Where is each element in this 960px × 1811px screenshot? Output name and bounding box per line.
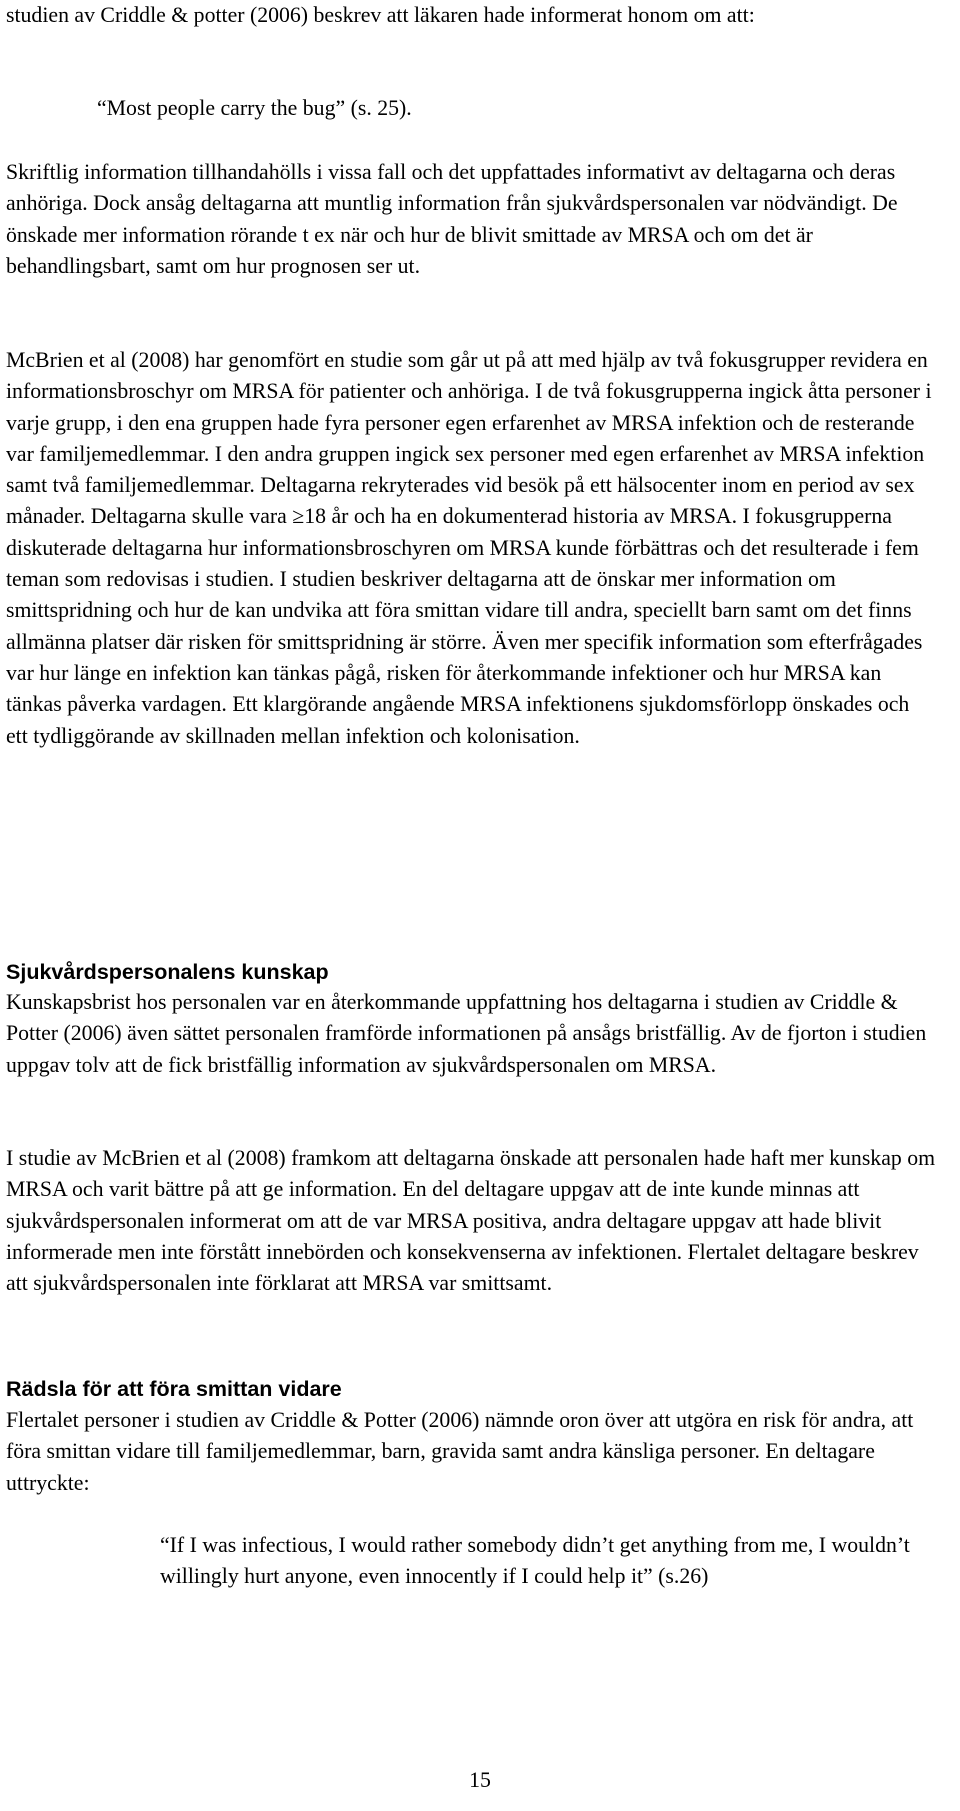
paragraph-1: Skriftlig information tillhandahölls i vissa fall och det uppfattades informativt av deltagarna och deras anhöriga. Dock ansåg deltagarna att muntlig information från sjukvårdspersonalen var nödvändigt. De önskade mer information rörande t ex när och hur de blivit smittade av MRSA och om det är behandlingsbart, samt om hur prognosen ser ut. xyxy=(6,160,898,278)
intro-paragraph: studien av Criddle & potter (2006) beskrev att läkaren hade informerat honom om att: xyxy=(6,3,755,27)
paragraph-3: Kunskapsbrist hos personalen var en återkommande uppfattning hos deltagarna i studien av Criddle & Potter (2006) även sättet personalen framförde informationen på ansågs bristfällig. Av de fjorton i studien uppgav tolv att de fick bristfällig information av sjukvårdspersonalen om MRSA. xyxy=(6,990,927,1077)
section-heading-2: Rädsla för att föra smittan vidare xyxy=(6,1377,342,1401)
page-number: 15 xyxy=(469,1768,491,1792)
quote-block-1: “Most people carry the bug” (s. 25). xyxy=(97,96,412,120)
paragraph-5: Flertalet personer i studien av Criddle & Potter (2006) nämnde oron över att utgöra en risk för andra, att föra smittan vidare till familjemedlemmar, barn, gravida samt andra känsliga personer. En deltagare uttryckte: xyxy=(6,1408,914,1495)
paragraph-2: McBrien et al (2008) har genomfört en studie som går ut på att med hjälp av två fokusgrupper revidera en informationsbroschyr om MRSA för patienter och anhöriga. I de två fokusgrupperna ingick åtta personer i varje grupp, i den ena gruppen hade fyra personer egen erfarenhet av MRSA infektion och de resterande var familjemedlemmar. I den andra gruppen ingick sex personer med egen erfarenhet av MRSA infektion samt två familjemedlemmar. Deltagarna rekryterades vid besök på ett hälsocenter inom en period av sex månader. Deltagarna skulle vara ≥18 år och ha en dokumenterad historia av MRSA. I fokusgrupperna diskuterade deltagarna hur informationsbroschyren om MRSA kunde förbättras och det resulterade i fem teman som redovisas i studien. I studien beskriver deltagarna att de önskar mer information om smittspridning och hur de kan undvika att föra smittan vidare till andra, speciellt barn samt om det finns allmänna platser där risken för smittspridning är större. Även mer specifik information som efterfrågades var hur länge en infektion kan tänkas pågå, risken för återkommande infektioner och hur MRSA kan tänkas påverka vardagen. Ett klargörande angående MRSA infektionens sjukdomsförlopp önskades och ett tydliggörande av skillnaden mellan infektion och kolonisation. xyxy=(6,348,932,748)
section-heading-1: Sjukvårdspersonalens kunskap xyxy=(6,960,329,984)
paragraph-4: I studie av McBrien et al (2008) framkom att deltagarna önskade att personalen hade haft mer kunskap om MRSA och varit bättre på att ge information. En del deltagare uppgav att de inte kunde minnas att sjukvårdspersonalen informerat om att de var MRSA positiva, andra deltagare uppgav att hade blivit informerade men inte förstått innebörden och konsekvenserna av infektionen. Flertalet deltagare beskrev att sjukvårdspersonalen inte förklarat att MRSA var smittsamt. xyxy=(6,1146,936,1296)
quote-block-2: “If I was infectious, I would rather somebody didn’t get anything from me, I wouldn’t willingly hurt anyone, even innocently if I could help it” (s.26) xyxy=(160,1533,910,1589)
